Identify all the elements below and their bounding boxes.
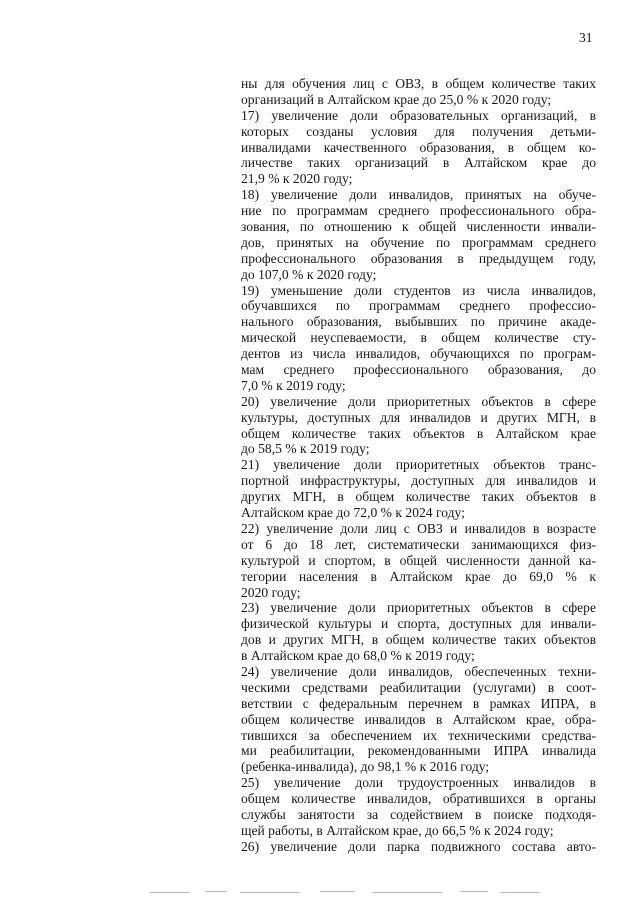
- text-line: 18) увеличение доли инвалидов, принятых на обуче-: [241, 187, 596, 203]
- text-line: до 107,0 % к 2020 году;: [241, 266, 377, 282]
- text-line: личестве таких организаций в Алтайском крае до: [241, 155, 596, 171]
- text-line: ветствии с федеральным перечнем в рамках ИПРА, в: [241, 695, 596, 711]
- text-line: мической неуспеваемости, в общем количестве сту-: [241, 330, 596, 346]
- text-line: 22) увеличение доли лиц с ОВЗ и инвалидов в возрасте: [241, 520, 596, 536]
- text-line: до 58,5 % к 2019 году;: [241, 441, 370, 457]
- text-line: 23) увеличение доли приоритетных объектов в сфере: [241, 600, 596, 616]
- text-line: профессионального образования в предыдущем году,: [241, 250, 596, 266]
- text-line: культурой и спортом, в общей численности данной ка-: [241, 552, 596, 568]
- text-line: 19) уменьшение доли студентов из числа инвалидов,: [241, 282, 596, 298]
- text-line: 26) увеличение доли парка подвижного состава авто-: [241, 838, 596, 854]
- text-line: дентов из числа инвалидов, обучающихся по програм-: [241, 346, 596, 362]
- text-line: мам среднего профессионального образования, до: [241, 362, 596, 378]
- page-number: 31: [579, 30, 593, 45]
- document-body: [241, 76, 596, 855]
- text-line: ми реабилитации, рекомендованными ИПРА инвалида: [241, 743, 596, 759]
- text-line: 25) увеличение доли трудоустроенных инвалидов в: [241, 775, 596, 791]
- scan-edge-noise: [0, 889, 640, 895]
- text-line: зования, по отношению к общей численности инвали-: [241, 219, 596, 235]
- text-line: общем количестве инвалидов в Алтайском крае, обра-: [241, 711, 596, 727]
- text-line: щей работы, в Алтайском крае, до 66,5 % к 2024 году;: [241, 822, 554, 838]
- text-line: (ребенка-инвалида), до 98,1 % к 2016 году;: [241, 759, 490, 775]
- text-line: ческими средствами реабилитации (услугами) в соот-: [241, 679, 596, 695]
- text-line: обучавшихся по программам среднего профессио-: [241, 298, 596, 314]
- text-line: которых созданы условия для получения детьми-: [241, 123, 596, 139]
- text-line: в Алтайском крае до 68,0 % к 2019 году;: [241, 648, 475, 664]
- text-line: 21,9 % к 2020 году;: [241, 171, 353, 187]
- text-line: портной инфраструктуры, доступных для инвалидов и: [241, 473, 596, 489]
- text-line: дов, принятых на обучение по программам среднего: [241, 234, 596, 250]
- text-line: ны для обучения лиц с ОВЗ, в общем количестве таких: [241, 76, 596, 91]
- text-line: от 6 до 18 лет, систематически занимающихся физ-: [241, 536, 596, 552]
- text-line: Алтайском крае до 72,0 % к 2024 году;: [241, 505, 465, 521]
- text-line: культуры, доступных для инвалидов и других МГН, в: [241, 409, 596, 425]
- text-line: организаций в Алтайском крае до 25,0 % к 2020 году;: [241, 91, 552, 107]
- text-line: общем количестве инвалидов, обратившихся в органы: [241, 791, 596, 807]
- text-line: 2020 году;: [241, 584, 301, 600]
- text-line: ние по программам среднего профессионального обра-: [241, 203, 596, 219]
- text-line: службы занятости за содействием в поиске подходя-: [241, 806, 596, 822]
- text-line: 21) увеличение доли приоритетных объектов транс-: [241, 457, 596, 473]
- text-line: 17) увеличение доли образовательных организаций, в: [241, 107, 596, 123]
- text-line: 24) увеличение доли инвалидов, обеспеченных техни-: [241, 663, 596, 679]
- text-line: других МГН, в общем количестве таких объектов в: [241, 489, 596, 505]
- text-line: 7,0 % к 2019 году;: [241, 377, 346, 393]
- text-line: нального образования, выбывших по причине акаде-: [241, 314, 596, 330]
- text-line: общем количестве таких объектов в Алтайском крае: [241, 425, 596, 441]
- text-line: тившихся за обеспечением их техническими средства-: [241, 727, 596, 743]
- text-line: инвалидами качественного образования, в общем ко-: [241, 139, 596, 155]
- text-line: 20) увеличение доли приоритетных объектов в сфере: [241, 393, 596, 409]
- text-line: физической культуры и спорта, доступных для инвали-: [241, 616, 596, 632]
- text-line: дов и других МГН, в общем количестве таких объектов: [241, 632, 596, 648]
- text-line: тегории населения в Алтайском крае до 69,0 % к: [241, 568, 596, 584]
